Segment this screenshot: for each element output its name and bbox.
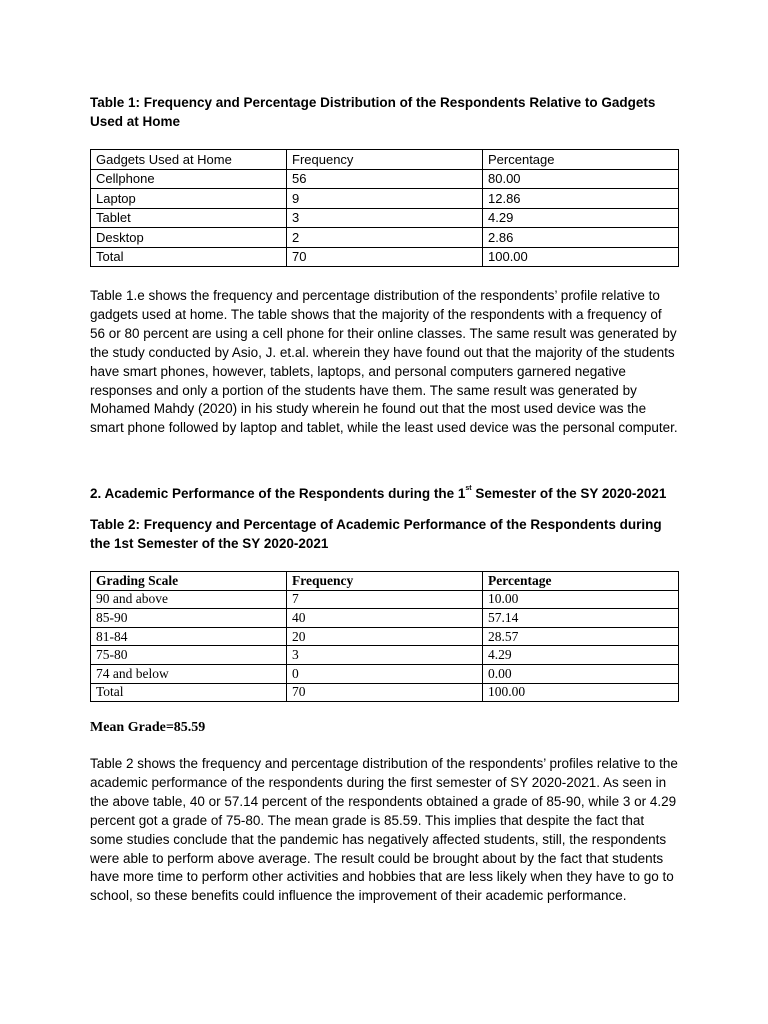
table-cell: 9 bbox=[287, 189, 483, 209]
table-cell: Total bbox=[91, 247, 287, 267]
table-cell: 0.00 bbox=[483, 664, 679, 683]
table-cell: 90 and above bbox=[91, 590, 287, 609]
table-cell: 70 bbox=[287, 247, 483, 267]
table-row bbox=[91, 609, 679, 628]
table-cell: 2.86 bbox=[483, 228, 679, 248]
table-row bbox=[91, 169, 679, 189]
table-cell: 4.29 bbox=[483, 208, 679, 228]
table-cell: 100.00 bbox=[483, 683, 679, 702]
table-cell: 40 bbox=[287, 609, 483, 628]
table-cell: 80.00 bbox=[483, 169, 679, 189]
grades-table bbox=[90, 571, 679, 702]
table-cell: 12.86 bbox=[483, 189, 679, 209]
table-header-cell: Frequency bbox=[287, 572, 483, 591]
table-cell: 81-84 bbox=[91, 627, 287, 646]
table-cell: 74 and below bbox=[91, 664, 287, 683]
gadgets-table bbox=[90, 149, 679, 267]
mean-grade: Mean Grade=85.59 bbox=[90, 720, 206, 735]
table-cell: 7 bbox=[287, 590, 483, 609]
table-row bbox=[91, 228, 679, 248]
table-cell: 56 bbox=[287, 169, 483, 189]
table-row bbox=[91, 664, 679, 683]
table-row bbox=[91, 683, 679, 702]
section-heading bbox=[90, 479, 678, 503]
table-row bbox=[91, 247, 679, 267]
table-cell: 3 bbox=[287, 208, 483, 228]
table-row bbox=[91, 189, 679, 209]
table-cell: 100.00 bbox=[483, 247, 679, 267]
table-cell: 20 bbox=[287, 627, 483, 646]
table-header-cell: Gadgets Used at Home bbox=[91, 150, 287, 170]
table-cell: 28.57 bbox=[483, 627, 679, 646]
table-cell: 85-90 bbox=[91, 609, 287, 628]
section-heading-sup: st bbox=[465, 485, 472, 492]
table1-caption: Table 1: Frequency and Percentage Distribution of the Respondents Relative to Gadgets Used at Home bbox=[90, 95, 656, 129]
table-cell: Desktop bbox=[91, 228, 287, 248]
table-cell: 2 bbox=[287, 228, 483, 248]
table-header-row bbox=[91, 572, 679, 591]
table-header-row bbox=[91, 150, 679, 170]
table-cell: Tablet bbox=[91, 208, 287, 228]
table-cell: 10.00 bbox=[483, 590, 679, 609]
table-header-cell: Frequency bbox=[287, 150, 483, 170]
table-row bbox=[91, 646, 679, 665]
paragraph-grades: Table 2 shows the frequency and percentage distribution of the respondents’ profiles relative to the academic performance of the respondents during the first semester of SY 2020-2021. As seen in the above table, 40 or 57.14 percent of the respondents obtained a grade of 85-90, while 3 or 4.29 percent got a grade of 75-80. The mean grade is 85.59. This implies that despite the fact that some studies conclude that the pandemic has negatively affected students, still, the respondents were able to perform above average. The result could be brought about by the fact that students have more time to perform other activities and hobbies that are less likely when they have to go to school, so these benefits could influence the improvement of their academic performance. bbox=[90, 756, 678, 904]
table-header-cell: Grading Scale bbox=[91, 572, 287, 591]
table-row bbox=[91, 208, 679, 228]
table-cell: 57.14 bbox=[483, 609, 679, 628]
section-heading-suffix: Semester of the SY 2020-2021 bbox=[471, 486, 667, 501]
table-cell: 3 bbox=[287, 646, 483, 665]
table-cell: 70 bbox=[287, 683, 483, 702]
table-cell: 4.29 bbox=[483, 646, 679, 665]
table-cell: 75-80 bbox=[91, 646, 287, 665]
table-cell: Total bbox=[91, 683, 287, 702]
table-row bbox=[91, 627, 679, 646]
table-cell: 0 bbox=[287, 664, 483, 683]
table-header-cell: Percentage bbox=[483, 572, 679, 591]
table-header-cell: Percentage bbox=[483, 150, 679, 170]
table-cell: Cellphone bbox=[91, 169, 287, 189]
section-heading-prefix: 2. Academic Performance of the Respondents during the 1 bbox=[90, 486, 466, 501]
paragraph-gadgets: Table 1.e shows the frequency and percentage distribution of the respondents’ profile relative to gadgets used at home. The table shows that the majority of the respondents with a frequency of 56 or 80 percent are using a cell phone for their online classes. The same result was generated by the study conducted by Asio, J. et.al. wherein they have found out that the majority of the students have smart phones, however, tablets, laptops, and personal computers garnered negative responses and only a portion of the students have them. The same result was generated by Mohamed Mahdy (2020) in his study wherein he found out that the most used device was the smart phone followed by laptop and tablet, while the least used device was the personal computer. bbox=[90, 288, 678, 436]
table-row bbox=[91, 590, 679, 609]
table-cell: Laptop bbox=[91, 189, 287, 209]
table2-caption: Table 2: Frequency and Percentage of Academic Performance of the Respondents during the 1st Semester of the SY 2020-2021 bbox=[90, 517, 662, 551]
